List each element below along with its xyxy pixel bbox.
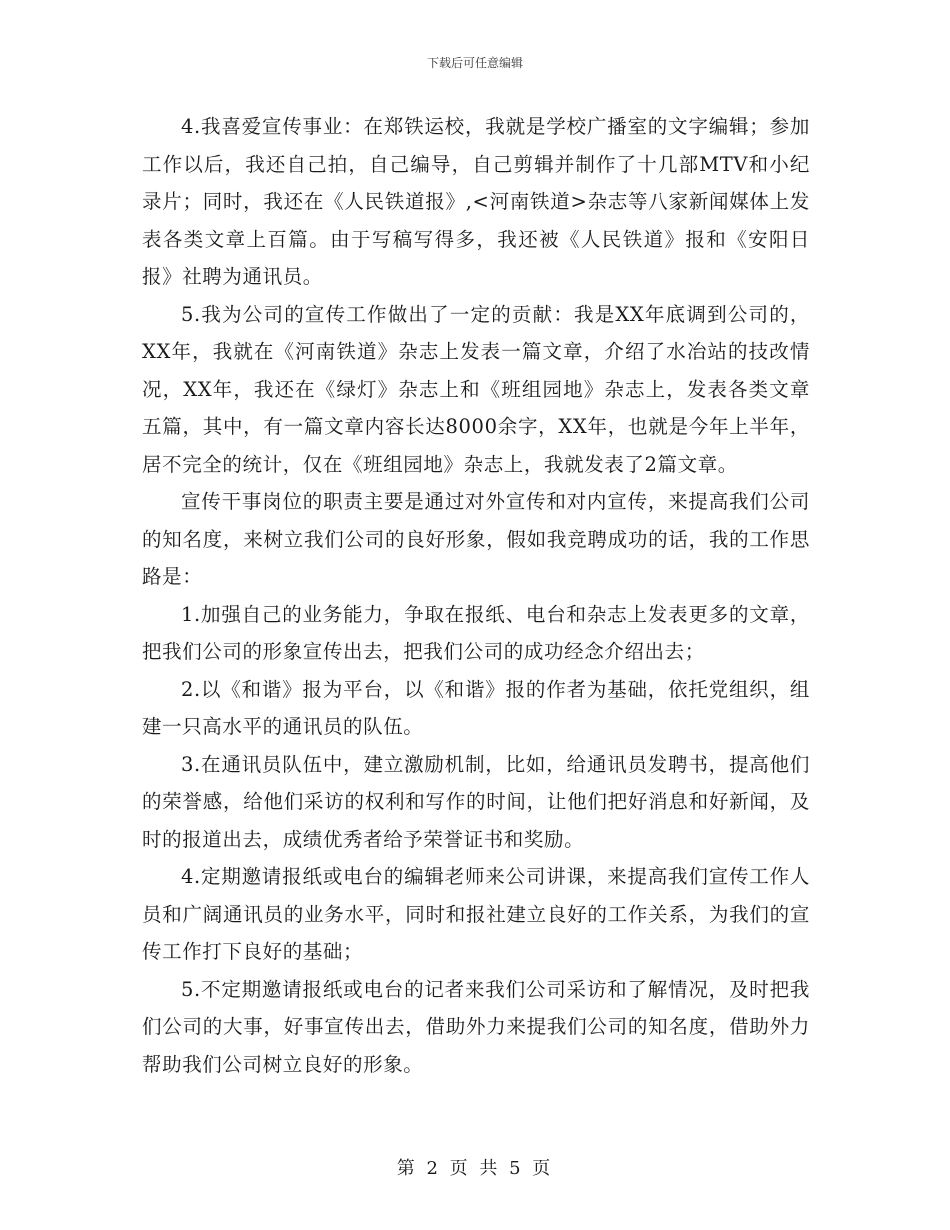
paragraph: 4.定期邀请报纸或电台的编辑老师来公司讲课，来提高我们宣传工作人员和广阔通讯员的业务水平，同时和报社建立良好的工作关系，为我们的宣传工作打下良好的基础；	[142, 865, 810, 963]
document-body	[142, 108, 810, 1083]
paragraph: 5.不定期邀请报纸或电台的记者来我们公司采访和了解情况，及时把我们公司的大事，好事宣传出去，借助外力来提我们公司的知名度，借助外力帮助我们公司树立良好的形象。	[142, 977, 810, 1076]
paragraph: 3.在通讯员队伍中，建立激励机制，比如，给通讯员发聘书，提高他们的荣誉感，给他们采访的权利和写作的时间，让他们把好消息和好新闻，及时的报道出去，成绩优秀者给予荣誉证书和奖励。	[142, 752, 810, 851]
page-number-footer: 第 2 页 共 5 页	[396, 1158, 554, 1179]
page-header: 下载后可任意编辑	[426, 56, 523, 70]
paragraph: 宣传干事岗位的职责主要是通过对外宣传和对内宣传，来提高我们公司的知名度，来树立我们公司的良好形象，假如我竞聘成功的话，我的工作思路是：	[142, 490, 810, 588]
paragraph: 4.我喜爱宣传事业：在郑铁运校，我就是学校广播室的文字编辑；参加工作以后，我还自己拍，自己编导，自己剪辑并制作了十几部MTV和小纪录片；同时，我还在《人民铁道报》,<河南铁道>杂志等八家新闻媒体上发表各类文章上百篇。由于写稿写得多，我还被《人民铁道》报和《安阳日报》社聘为通讯员。	[142, 115, 810, 288]
paragraph: 2.以《和谐》报为平台，以《和谐》报的作者为基础，依托党组织，组建一只高水平的通讯员的队伍。	[142, 677, 810, 738]
paragraph: 1.加强自己的业务能力，争取在报纸、电台和杂志上发表更多的文章，把我们公司的形象宣传出去，把我们公司的成功经念介绍出去；	[142, 602, 810, 663]
paragraph: 5.我为公司的宣传工作做出了一定的贡献：我是XX年底调到公司的，XX年，我就在《河南铁道》杂志上发表一篇文章，介绍了水冶站的技改情况，XX年，我还在《绿灯》杂志上和《班组园地》杂志上，发表各类文章五篇，其中，有一篇文章内容长达8000余字，XX年，也就是今年上半年，居不完全的统计，仅在《班组园地》杂志上，我就发表了2篇文章。	[142, 302, 810, 476]
